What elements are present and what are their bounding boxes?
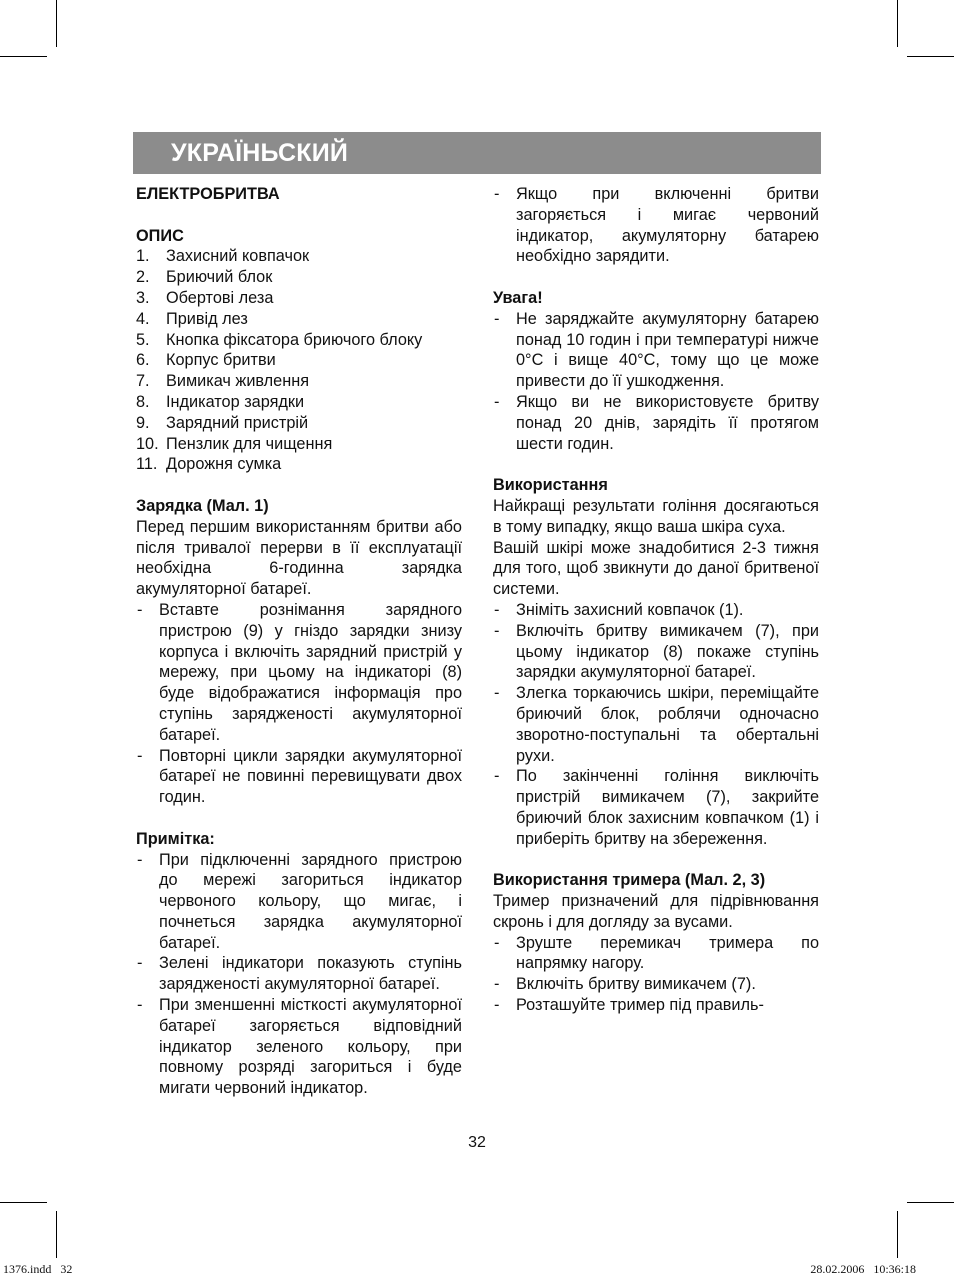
crop-mark: [56, 0, 57, 47]
list-item: - Повторні цикли зарядки акумуляторної батареї не повинні перевищувати двох годин.: [137, 746, 462, 807]
list-item: - При підключенні зарядного пристрою до мережі загориться індикатор червоного кольору, що мигає, і почнеться зарядка акумуляторної батареї.: [137, 850, 462, 952]
list-item: 1. Захисний ковпачок: [136, 247, 310, 266]
right-column: [493, 184, 819, 1016]
list-item: - Включіть бритву вимикачем (7), при цьому індикатор (8) покаже ступінь зарядки акумуляторної батареї.: [494, 621, 819, 682]
list-item: - Якщо при включенні бритви загоряється і мигає червоний індикатор, акумуляторну батарею необхідно зарядити.: [494, 185, 819, 266]
list-item: - Зніміть захисний ковпачок (1).: [494, 600, 744, 619]
list-item: 9. Зарядний пристрій: [136, 413, 309, 432]
crop-mark: [897, 0, 898, 47]
crop-mark: [56, 1211, 57, 1258]
language-title: УКРАЇНЬСКИЙ: [171, 139, 349, 167]
list-item: - Не заряджайте акумуляторну батарею понад 10 годин і при температурі нижче 0°С і вище 40°С, тому що це може привести до її ушкодження.: [494, 309, 819, 391]
crop-mark: [0, 56, 47, 57]
usage-heading: Використання: [493, 476, 608, 495]
list-item: 6. Корпус бритви: [136, 351, 276, 370]
crop-mark: [907, 1202, 954, 1203]
crop-mark: [897, 1211, 898, 1258]
trimmer-heading: Використання тримера (Мал. 2, 3): [493, 871, 766, 890]
warning-heading: Увага!: [493, 288, 543, 307]
usage-paragraph: Вашій шкірі може знадобитися 2-3 тижня для того, щоб звикнути до даної бритвеної системи.: [493, 538, 819, 599]
list-item: 8. Індикатор зарядки: [136, 392, 305, 411]
list-item: - Розташуйте тример під правиль-: [494, 996, 764, 1015]
trimmer-intro: Тример призначений для підрівнювання скронь і для догляду за вусами.: [493, 892, 819, 931]
list-item: 10. Пензлик для чищення: [136, 434, 333, 453]
footer-timestamp: 28.02.2006 10:36:18: [810, 1262, 916, 1276]
crop-mark: [0, 1202, 47, 1203]
product-title: ЕЛЕКТРОБРИТВА: [136, 185, 280, 203]
list-item: - По закінченні гоління виключіть пристрій вимикачем (7), закрийте бриючий блок захисним ковпачком (1) і приберіть бритву на збереження.: [494, 767, 819, 848]
list-item: 4. Привід лез: [136, 309, 248, 328]
charging-heading: Зарядка (Мал. 1): [136, 496, 269, 515]
list-item: 2. Бриючий блок: [136, 268, 273, 287]
parts-list: [136, 246, 462, 475]
language-banner: [133, 132, 821, 174]
note-heading: Примітка:: [136, 829, 215, 848]
usage-paragraph: Найкращі результати гоління досягаються в тому випадку, якщо ваша шкіра суха.: [493, 496, 819, 536]
footer-file-info: 1376.indd 32: [3, 1262, 73, 1276]
list-item: - Вставте рознімання зарядного пристрою (9) у гніздо зарядки знизу корпуса і включіть зарядний пристрій у мережу, при цьому на індикаторі (8) буде відображатися інформація про ступінь зарядженості акумуляторної батареї.: [137, 600, 462, 744]
charging-intro: Перед першим використанням бритви або після тривалої перерви в її експлуатації необхідна 6-годинна зарядка акумуляторної батареї.: [136, 517, 462, 599]
list-item: - Зруште перемикач тримера по напрямку нагору.: [494, 933, 819, 973]
list-item: 5. Кнопка фіксатора бриючого блоку: [136, 330, 423, 349]
crop-mark: [907, 56, 954, 57]
list-item: - Якщо ви не використовуєте бритву понад 20 днів, зарядіть її протягом шести годин.: [494, 392, 819, 453]
description-heading: ОПИС: [136, 226, 184, 245]
list-item: - При зменшенні місткості акумуляторної батареї загоряється відповідний індикатор зеленого кольору, при повному розряді загориться і буде мигати червоний індикатор.: [137, 996, 462, 1098]
page-number: 32: [468, 1134, 486, 1151]
list-item: 3. Обертові леза: [136, 288, 274, 307]
list-item: - Включіть бритву вимикачем (7).: [494, 975, 756, 994]
left-column: [136, 184, 462, 1099]
list-item: - Зелені індикатори показують ступінь зарядженості акумуляторної батареї.: [137, 954, 462, 994]
list-item: 11. Дорожня сумка: [136, 455, 282, 474]
list-item: 7. Вимикач живлення: [136, 372, 310, 391]
list-item: - Злегка торкаючись шкіри, переміщайте бриючий блок, роблячи одночасно зворотно-поступальні та обертальні рухи.: [494, 684, 819, 765]
